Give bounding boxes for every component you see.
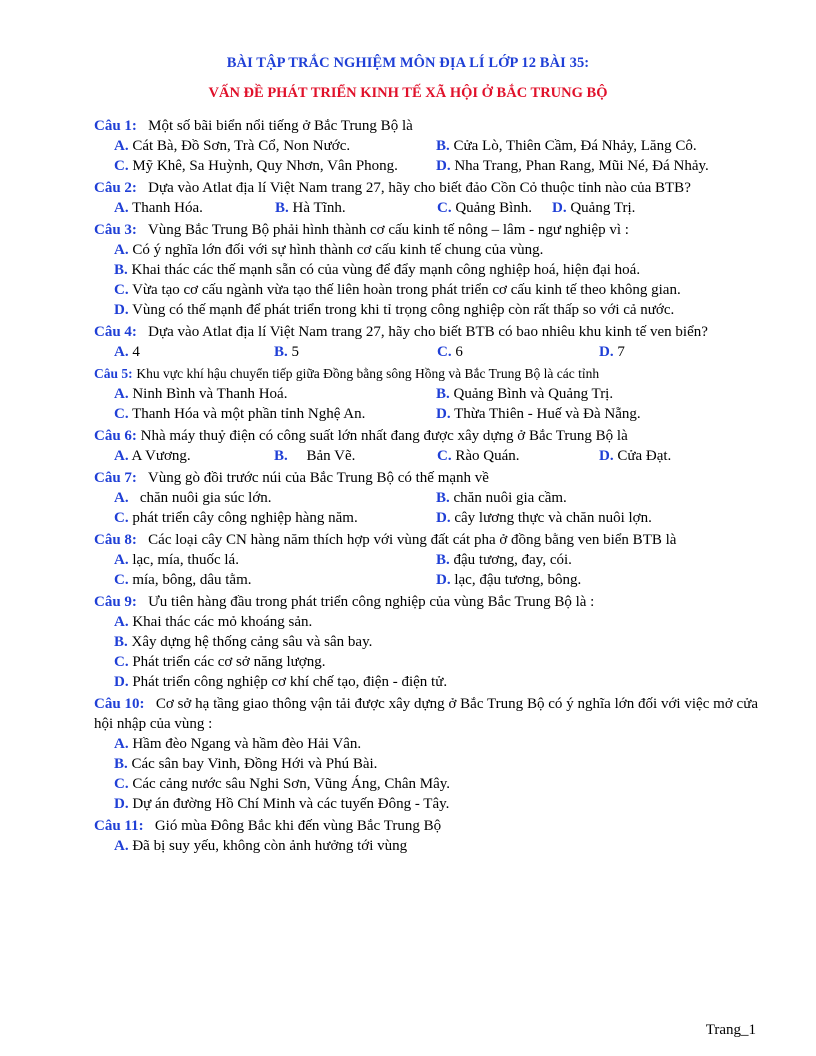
option-text: Phát triển công nghiệp cơ khí chế tạo, điện - điện tử. — [132, 674, 448, 690]
option-letter: C. — [437, 200, 452, 216]
option-text: 4 — [132, 344, 140, 360]
option-text: 7 — [617, 344, 625, 360]
option-text: Thừa Thiên - Huế và Đà Nẵng. — [454, 406, 641, 422]
question-text: Nhà máy thuỷ điện có công suất lớn nhất đang được xây dựng ở Bắc Trung Bộ là — [140, 428, 628, 444]
question-text: Khu vực khí hậu chuyển tiếp giữa Đồng bằng sông Hồng và Bắc Trung Bộ là các tỉnh — [136, 366, 600, 381]
option-text: Các cảng nước sâu Nghi Sơn, Vũng Áng, Chân Mây. — [132, 776, 451, 792]
question-text: Cơ sở hạ tầng giao thông vận tải được xây dựng ở Bắc Trung Bộ có ý nghĩa lớn đối với việc mở cửa hội nhập của vùng : — [94, 696, 758, 732]
option-letter: B. — [436, 386, 450, 402]
option-letter: D. — [114, 674, 129, 690]
option-text: Đã bị suy yếu, không còn ảnh hưởng tới vùng — [132, 838, 408, 854]
question-text: Các loại cây CN hàng năm thích hợp với vùng đất cát pha ở đồng bằng ven biển BTB là — [148, 532, 677, 548]
option-letter: D. — [436, 572, 451, 588]
page-number: Trang_1 — [705, 1022, 756, 1038]
title-line-1: BÀI TẬP TRẮC NGHIỆM MÔN ĐỊA LÍ LỚP 12 BÀI 35: — [226, 55, 590, 71]
question-9 — [94, 592, 758, 692]
question-11 — [94, 816, 758, 856]
option-letter: C. — [114, 510, 129, 526]
option-text: chăn nuôi gia cầm. — [453, 490, 567, 506]
option-text: Mỹ Khê, Sa Huỳnh, Quy Nhơn, Vân Phong. — [132, 158, 398, 174]
option-letter: D. — [114, 302, 129, 318]
question-text: Dựa vào Atlat địa lí Việt Nam trang 27, hãy cho biết đảo Cồn Cỏ thuộc tỉnh nào của BTB? — [148, 180, 691, 196]
option-letter: A. — [114, 344, 129, 360]
question-6 — [94, 426, 758, 466]
question-label: Câu 4: — [94, 324, 137, 340]
option-letter: A. — [114, 386, 129, 402]
option-letter: C. — [114, 654, 129, 670]
option-text: 6 — [455, 344, 463, 360]
option-letter: C. — [114, 406, 129, 422]
question-text: Một số bãi biển nổi tiếng ở Bắc Trung Bộ là — [148, 118, 413, 134]
option-text: Thanh Hóa. — [132, 200, 203, 216]
option-letter: A. — [114, 614, 129, 630]
question-label: Câu 11: — [94, 818, 144, 834]
option-text: Thanh Hóa và một phần tỉnh Nghệ An. — [132, 406, 366, 422]
option-letter: A. — [114, 552, 129, 568]
option-letter: A. — [114, 838, 129, 854]
option-text: Rào Quán. — [455, 448, 520, 464]
option-text: Các sân bay Vinh, Đồng Hới và Phú Bài. — [131, 756, 378, 772]
option-letter: A. — [114, 490, 129, 506]
question-text: Vùng gò đồi trước núi của Bắc Trung Bộ có thế mạnh về — [147, 470, 489, 486]
question-label: Câu 10: — [94, 696, 145, 712]
question-label: Câu 6: — [94, 428, 137, 444]
option-text: Quảng Bình và Quảng Trị. — [453, 386, 614, 402]
option-text: chăn nuôi gia súc lớn. — [139, 490, 272, 506]
option-text: Vừa tạo cơ cấu ngành vừa tạo thế liên hoàn trong phát triển cơ cấu kinh tế theo không gian. — [132, 282, 681, 298]
question-label: Câu 5: — [94, 366, 133, 381]
option-letter: B. — [114, 262, 128, 278]
option-text: A Vương. — [131, 448, 191, 464]
question-5 — [94, 364, 758, 424]
question-4 — [94, 322, 758, 362]
question-10 — [94, 694, 758, 814]
option-letter: B. — [274, 448, 288, 464]
option-letter: A. — [114, 448, 129, 464]
option-text: Khai thác các mỏ khoáng sản. — [132, 614, 313, 630]
option-letter: B. — [436, 490, 450, 506]
option-letter: C. — [114, 776, 129, 792]
option-text: Cửa Lò, Thiên Cầm, Đá Nhảy, Lăng Cô. — [453, 138, 697, 154]
question-8 — [94, 530, 758, 590]
question-7 — [94, 468, 758, 528]
option-letter: D. — [599, 448, 614, 464]
option-letter: D. — [436, 510, 451, 526]
option-letter: D. — [436, 158, 451, 174]
option-text: Cát Bà, Đồ Sơn, Trà Cổ, Non Nước. — [132, 138, 351, 154]
option-text: Dự án đường Hồ Chí Minh và các tuyến Đông - Tây. — [132, 796, 450, 812]
option-text: 5 — [291, 344, 300, 360]
option-text: cây lương thực và chăn nuôi lợn. — [454, 510, 652, 526]
option-letter: C. — [114, 158, 129, 174]
option-letter: D. — [552, 200, 567, 216]
option-letter: C. — [114, 572, 129, 588]
question-text: Dựa vào Atlat địa lí Việt Nam trang 27, hãy cho biết BTB có bao nhiêu khu kinh tế ven biển? — [148, 324, 708, 340]
question-2 — [94, 178, 758, 218]
question-list — [94, 116, 758, 858]
question-label: Câu 2: — [94, 180, 137, 196]
option-text: Hầm đèo Ngang và hầm đèo Hải Vân. — [132, 736, 362, 752]
option-text: lạc, mía, thuốc lá. — [132, 552, 239, 568]
option-text: phát triển cây công nghiệp hàng năm. — [132, 510, 358, 526]
option-letter: B. — [274, 344, 288, 360]
option-text: Ninh Bình và Thanh Hoá. — [132, 386, 288, 402]
option-text: Nha Trang, Phan Rang, Mũi Né, Đá Nhảy. — [454, 158, 709, 174]
question-1 — [94, 116, 758, 176]
option-letter: A. — [114, 138, 129, 154]
option-letter: B. — [436, 138, 450, 154]
option-text: đậu tương, đay, cói. — [453, 552, 572, 568]
option-text: Vùng có thế mạnh để phát triển trong khi tỉ trọng công nghiệp còn rất thấp so với cả nước. — [132, 302, 675, 318]
option-text: mía, bông, dâu tằm. — [132, 572, 252, 588]
option-letter: D. — [436, 406, 451, 422]
option-letter: A. — [114, 200, 129, 216]
option-letter: B. — [436, 552, 450, 568]
option-letter: C. — [437, 448, 452, 464]
option-letter: C. — [114, 282, 129, 298]
option-text: Quảng Trị. — [570, 200, 636, 216]
option-letter: A. — [114, 736, 129, 752]
option-text: Hà Tĩnh. — [292, 200, 346, 216]
question-text: Gió mùa Đông Bắc khi đến vùng Bắc Trung Bộ — [154, 818, 442, 834]
question-label: Câu 7: — [94, 470, 137, 486]
option-letter: D. — [114, 796, 129, 812]
question-text: Vùng Bắc Trung Bộ phải hình thành cơ cấu kinh tế nông – lâm - ngư nghiệp vì : — [147, 222, 629, 238]
option-letter: D. — [599, 344, 614, 360]
option-text: Xây dựng hệ thống cảng sâu và sân bay. — [131, 634, 373, 650]
title-line-2: VẤN ĐỀ PHÁT TRIỂN KINH TẾ XÃ HỘI Ở BẮC TRUNG BỘ — [208, 85, 608, 101]
option-letter: B. — [114, 634, 128, 650]
question-label: Câu 8: — [94, 532, 137, 548]
question-3 — [94, 220, 758, 320]
option-letter: C. — [437, 344, 452, 360]
option-text: Khai thác các thế mạnh sẵn có của vùng để đẩy mạnh công nghiệp hoá, hiện đại hoá. — [131, 262, 641, 278]
question-label: Câu 1: — [94, 118, 137, 134]
option-letter: B. — [275, 200, 289, 216]
option-text: Phát triển các cơ sở năng lượng. — [132, 654, 326, 670]
option-text: lạc, đậu tương, bông. — [454, 572, 582, 588]
option-text: Có ý nghĩa lớn đối với sự hình thành cơ cấu kinh tế chung của vùng. — [132, 242, 544, 258]
option-text: Cửa Đạt. — [617, 448, 672, 464]
question-label: Câu 9: — [94, 594, 137, 610]
option-text: Bản Vẽ. — [306, 448, 356, 464]
option-letter: A. — [114, 242, 129, 258]
option-text: Quảng Bình. — [455, 200, 533, 216]
option-letter: B. — [114, 756, 128, 772]
question-label: Câu 3: — [94, 222, 137, 238]
question-text: Ưu tiên hàng đầu trong phát triển công nghiệp của vùng Bắc Trung Bộ là : — [148, 594, 595, 610]
